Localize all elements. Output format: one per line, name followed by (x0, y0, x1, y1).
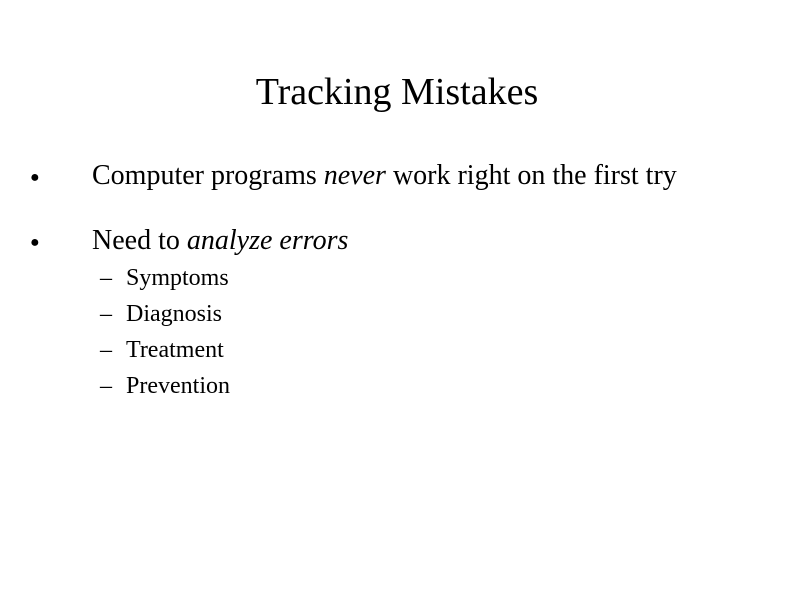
dash-icon: – (100, 373, 112, 399)
sub-item-label: Symptoms (126, 265, 229, 291)
bullet-text-part: Computer programs (92, 160, 324, 191)
sub-item (100, 336, 224, 364)
bullet-dot-icon: ● (30, 169, 40, 186)
bullet-item-2 (30, 225, 752, 256)
sub-item (100, 264, 229, 292)
bullet-text-part: Need to (92, 225, 187, 256)
bullet-item-1 (30, 160, 752, 191)
sub-item-label: Diagnosis (126, 301, 222, 327)
sub-item-label: Prevention (126, 373, 230, 399)
bullet-emphasis: never (323, 160, 386, 191)
sub-item (100, 300, 222, 328)
sub-item (100, 372, 230, 400)
bullet-text-part: work right on the first try (385, 160, 677, 191)
dash-icon: – (100, 265, 112, 291)
dash-icon: – (100, 301, 112, 327)
bullet-emphasis: analyze errors (186, 225, 349, 256)
dash-icon: – (100, 337, 112, 363)
slide-title: Tracking Mistakes (255, 71, 539, 113)
sub-item-label: Treatment (126, 337, 224, 363)
bullet-dot-icon: ● (30, 234, 40, 251)
